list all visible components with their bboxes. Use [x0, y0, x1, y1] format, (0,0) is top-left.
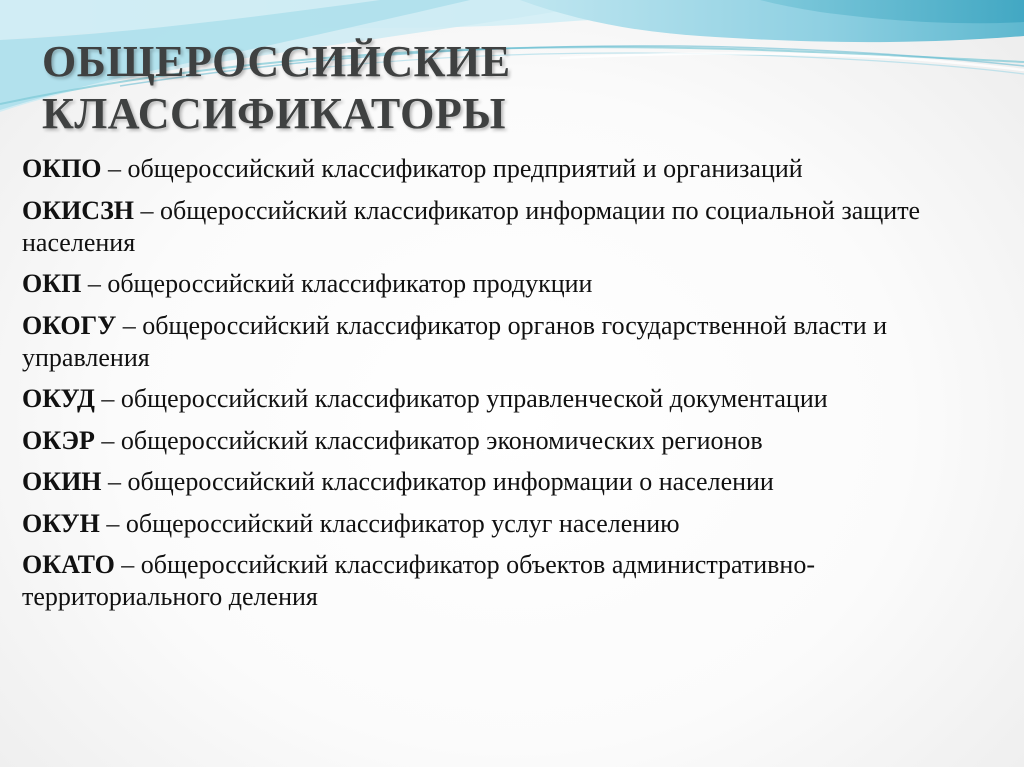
list-item [22, 383, 1002, 415]
list-item [22, 466, 1002, 498]
classifier-description: – общероссийский классификатор информации по социальной защите населения [22, 195, 921, 257]
classifier-description: – общероссийский классификатор управленческой документации [94, 384, 828, 413]
classifier-abbr: ОКПО [22, 154, 102, 183]
classifier-description: – общероссийский классификатор экономических регионов [94, 425, 763, 455]
list-item [22, 425, 1002, 457]
classifier-abbr: ОКП [22, 269, 82, 298]
classifier-abbr: ОКАТО [22, 550, 115, 579]
classifier-description: – общероссийский классификатор предприятий и организаций [101, 154, 803, 183]
slide-title-line1: ОБЩЕРОССИЙСКИЕ [42, 37, 511, 86]
classifier-description: – общероссийский классификатор информации о населении [101, 467, 774, 496]
list-item [22, 153, 1002, 185]
list-item [22, 268, 1002, 300]
slide-title-line2: КЛАССИФИКАТОРЫ [42, 89, 506, 138]
classifier-abbr: ОКУД [22, 384, 95, 413]
classifier-abbr: ОКЭР [22, 425, 95, 455]
slide-title [42, 36, 762, 140]
classifier-abbr: ОКОГУ [22, 310, 117, 340]
classifier-description: – общероссийский классификатор объектов административно-территориального деления [22, 550, 815, 611]
classifier-abbr: ОКИСЗН [22, 195, 135, 225]
classifier-abbr: ОКИН [22, 467, 102, 496]
classifier-description: – общероссийский классификатор продукции [81, 269, 593, 298]
list-item [22, 310, 1002, 374]
classifier-description: – общероссийский классификатор услуг населению [99, 508, 680, 538]
list-item [22, 508, 1002, 540]
list-item [22, 549, 1002, 613]
classifier-list [22, 153, 1002, 623]
classifier-abbr: ОКУН [22, 508, 100, 538]
classifier-description: – общероссийский классификатор органов государственной власти и управления [22, 310, 888, 372]
list-item [22, 195, 1002, 259]
